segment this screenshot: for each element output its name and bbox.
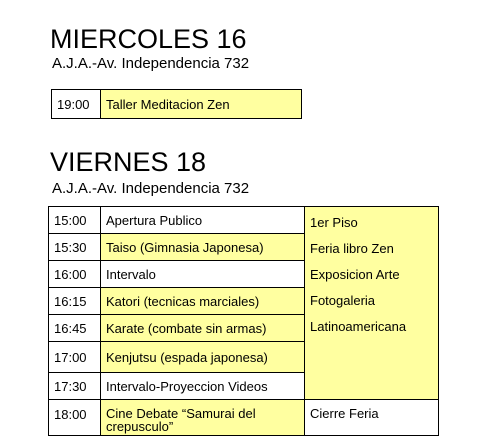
row-time: 17:30 (49, 373, 101, 400)
row-activity: Intervalo-Proyeccion Videos (101, 373, 305, 400)
day1-venue: A.J.A.-Av. Independencia 732 (52, 55, 250, 72)
row-activity: Cine Debate “Samurai del crepusculo” (101, 400, 305, 436)
side-events-cell (305, 207, 439, 400)
row-time: 18:00 (49, 400, 101, 436)
closing-event: Cierre Feria (305, 400, 439, 436)
row-time: 16:00 (49, 261, 101, 288)
row-activity: Intervalo (101, 261, 305, 288)
table-row (52, 90, 302, 119)
row-activity: Katori (tecnicas marciales) (101, 288, 305, 315)
row-activity: Kenjutsu (espada japonesa) (101, 342, 305, 373)
row-time: 17:00 (49, 342, 101, 373)
day1-schedule-table (51, 89, 302, 119)
row-activity: Apertura Publico (101, 207, 305, 234)
row-time: 15:30 (49, 234, 101, 261)
table-row (49, 207, 439, 234)
day1-title: MIERCOLES 16 (50, 24, 247, 54)
side-event: 1er Piso (310, 215, 358, 230)
day2-venue: A.J.A.-Av. Independencia 732 (52, 180, 250, 197)
side-event: Fotogaleria (310, 293, 376, 308)
side-event: Feria libro Zen (310, 241, 394, 256)
row-time: 16:15 (49, 288, 101, 315)
day2-title: VIERNES 18 (50, 147, 207, 177)
row-activity: Taiso (Gimnasia Japonesa) (101, 234, 305, 261)
row-time: 15:00 (49, 207, 101, 234)
side-event: Exposicion Arte (310, 267, 400, 282)
row-time: 19:00 (52, 90, 101, 119)
row-activity: Taller Meditacion Zen (101, 90, 302, 119)
day2-schedule-table (48, 206, 439, 436)
side-event: Latinoamericana (310, 319, 407, 334)
row-time: 16:45 (49, 315, 101, 342)
row-activity: Karate (combate sin armas) (101, 315, 305, 342)
table-row (49, 400, 439, 436)
